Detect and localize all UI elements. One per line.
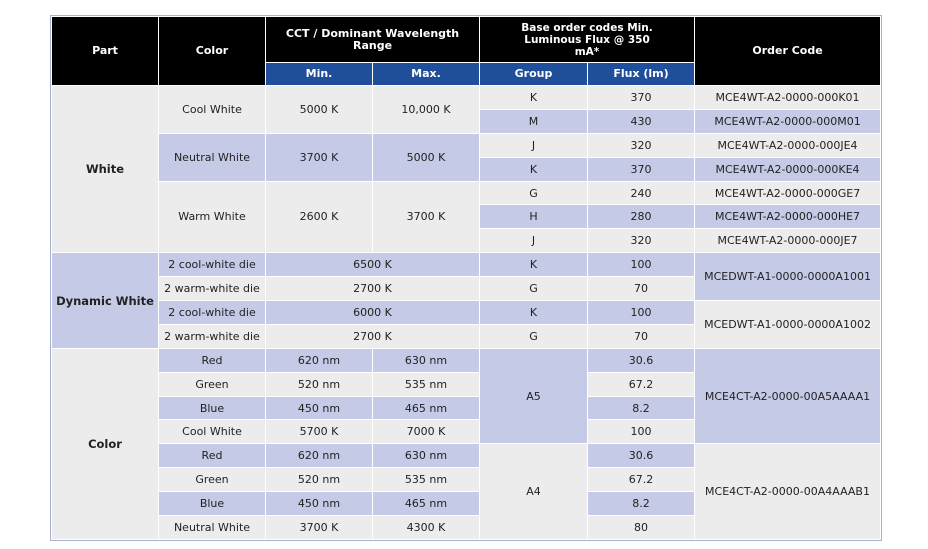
- cct-max: 5000 K: [373, 133, 480, 181]
- order-code-cell: MCEDWT-A1-0000-0000A1001: [695, 253, 881, 301]
- flux-cell: 80: [588, 516, 695, 540]
- flux-cell: 370: [588, 157, 695, 181]
- color-cell: Warm White: [159, 181, 266, 253]
- cct-min: 2600 K: [266, 181, 373, 253]
- color-cell: Green: [159, 468, 266, 492]
- cct-max: 4300 K: [373, 516, 480, 540]
- group-cell: M: [480, 109, 588, 133]
- part-dynamic-white: Dynamic White: [52, 253, 159, 349]
- cct-value: 2700 K: [266, 277, 480, 301]
- group-cell: J: [480, 133, 588, 157]
- cct-min: 5700 K: [266, 420, 373, 444]
- group-cell: H: [480, 205, 588, 229]
- flux-cell: 70: [588, 277, 695, 301]
- header-order-code: Order Code: [695, 17, 881, 86]
- flux-cell: 240: [588, 181, 695, 205]
- header-flux: Flux (lm): [588, 63, 695, 86]
- order-code-cell: MCE4WT-A2-0000-000JE4: [695, 133, 881, 157]
- cct-min: 520 nm: [266, 468, 373, 492]
- flux-cell: 320: [588, 229, 695, 253]
- cct-min: 520 nm: [266, 372, 373, 396]
- cct-min: 620 nm: [266, 348, 373, 372]
- color-cell: Green: [159, 372, 266, 396]
- color-cell: 2 warm-white die: [159, 277, 266, 301]
- group-cell: J: [480, 229, 588, 253]
- group-cell: K: [480, 86, 588, 110]
- cct-max: 3700 K: [373, 181, 480, 253]
- group-cell: K: [480, 253, 588, 277]
- part-color: Color: [52, 348, 159, 539]
- header-cct: CCT / Dominant Wavelength Range: [266, 17, 480, 63]
- header-group: Group: [480, 63, 588, 86]
- color-cell: 2 cool-white die: [159, 301, 266, 325]
- color-cell: 2 warm-white die: [159, 324, 266, 348]
- order-code-cell: MCE4WT-A2-0000-000GE7: [695, 181, 881, 205]
- group-cell: A5: [480, 348, 588, 444]
- order-code-cell: MCE4CT-A2-0000-00A5AAAA1: [695, 348, 881, 444]
- order-code-cell: MCE4WT-A2-0000-000JE7: [695, 229, 881, 253]
- order-code-cell: MCE4WT-A2-0000-000M01: [695, 109, 881, 133]
- flux-cell: 70: [588, 324, 695, 348]
- flux-cell: 280: [588, 205, 695, 229]
- order-code-table: [51, 16, 881, 540]
- order-code-cell: MCE4WT-A2-0000-000HE7: [695, 205, 881, 229]
- color-cell: Blue: [159, 396, 266, 420]
- group-cell: A4: [480, 444, 588, 540]
- cct-max: 535 nm: [373, 468, 480, 492]
- order-code-cell: MCE4WT-A2-0000-000K01: [695, 86, 881, 110]
- cct-max: 10,000 K: [373, 86, 480, 134]
- header-color: Color: [159, 17, 266, 86]
- color-cell: Neutral White: [159, 133, 266, 181]
- flux-cell: 320: [588, 133, 695, 157]
- cct-min: 450 nm: [266, 396, 373, 420]
- flux-cell: 100: [588, 420, 695, 444]
- cct-max: 535 nm: [373, 372, 480, 396]
- order-code-cell: MCE4WT-A2-0000-000KE4: [695, 157, 881, 181]
- order-code-cell: MCEDWT-A1-0000-0000A1002: [695, 301, 881, 349]
- group-cell: G: [480, 181, 588, 205]
- header-max: Max.: [373, 63, 480, 86]
- color-cell: 2 cool-white die: [159, 253, 266, 277]
- cct-value: 6500 K: [266, 253, 480, 277]
- header-min: Min.: [266, 63, 373, 86]
- group-cell: K: [480, 301, 588, 325]
- group-cell: G: [480, 324, 588, 348]
- group-cell: G: [480, 277, 588, 301]
- cct-value: 2700 K: [266, 324, 480, 348]
- cct-max: 465 nm: [373, 396, 480, 420]
- cct-min: 5000 K: [266, 86, 373, 134]
- cct-min: 620 nm: [266, 444, 373, 468]
- color-cell: Neutral White: [159, 516, 266, 540]
- flux-cell: 67.2: [588, 468, 695, 492]
- cct-min: 3700 K: [266, 133, 373, 181]
- header-base-order-codes: Base order codes Min. Luminous Flux @ 350 mA*: [480, 17, 695, 63]
- color-cell: Red: [159, 444, 266, 468]
- group-cell: K: [480, 157, 588, 181]
- flux-cell: 30.6: [588, 444, 695, 468]
- flux-cell: 67.2: [588, 372, 695, 396]
- color-cell: Cool White: [159, 86, 266, 134]
- cct-max: 630 nm: [373, 444, 480, 468]
- flux-cell: 430: [588, 109, 695, 133]
- cct-min: 450 nm: [266, 492, 373, 516]
- order-code-cell: MCE4CT-A2-0000-00A4AAAB1: [695, 444, 881, 540]
- color-cell: Blue: [159, 492, 266, 516]
- color-cell: Red: [159, 348, 266, 372]
- cct-max: 7000 K: [373, 420, 480, 444]
- header-part: Part: [52, 17, 159, 86]
- cct-min: 3700 K: [266, 516, 373, 540]
- cct-max: 465 nm: [373, 492, 480, 516]
- part-white: White: [52, 86, 159, 253]
- flux-cell: 8.2: [588, 492, 695, 516]
- flux-cell: 100: [588, 253, 695, 277]
- cct-max: 630 nm: [373, 348, 480, 372]
- cct-value: 6000 K: [266, 301, 480, 325]
- flux-cell: 100: [588, 301, 695, 325]
- flux-cell: 8.2: [588, 396, 695, 420]
- flux-cell: 370: [588, 86, 695, 110]
- flux-cell: 30.6: [588, 348, 695, 372]
- color-cell: Cool White: [159, 420, 266, 444]
